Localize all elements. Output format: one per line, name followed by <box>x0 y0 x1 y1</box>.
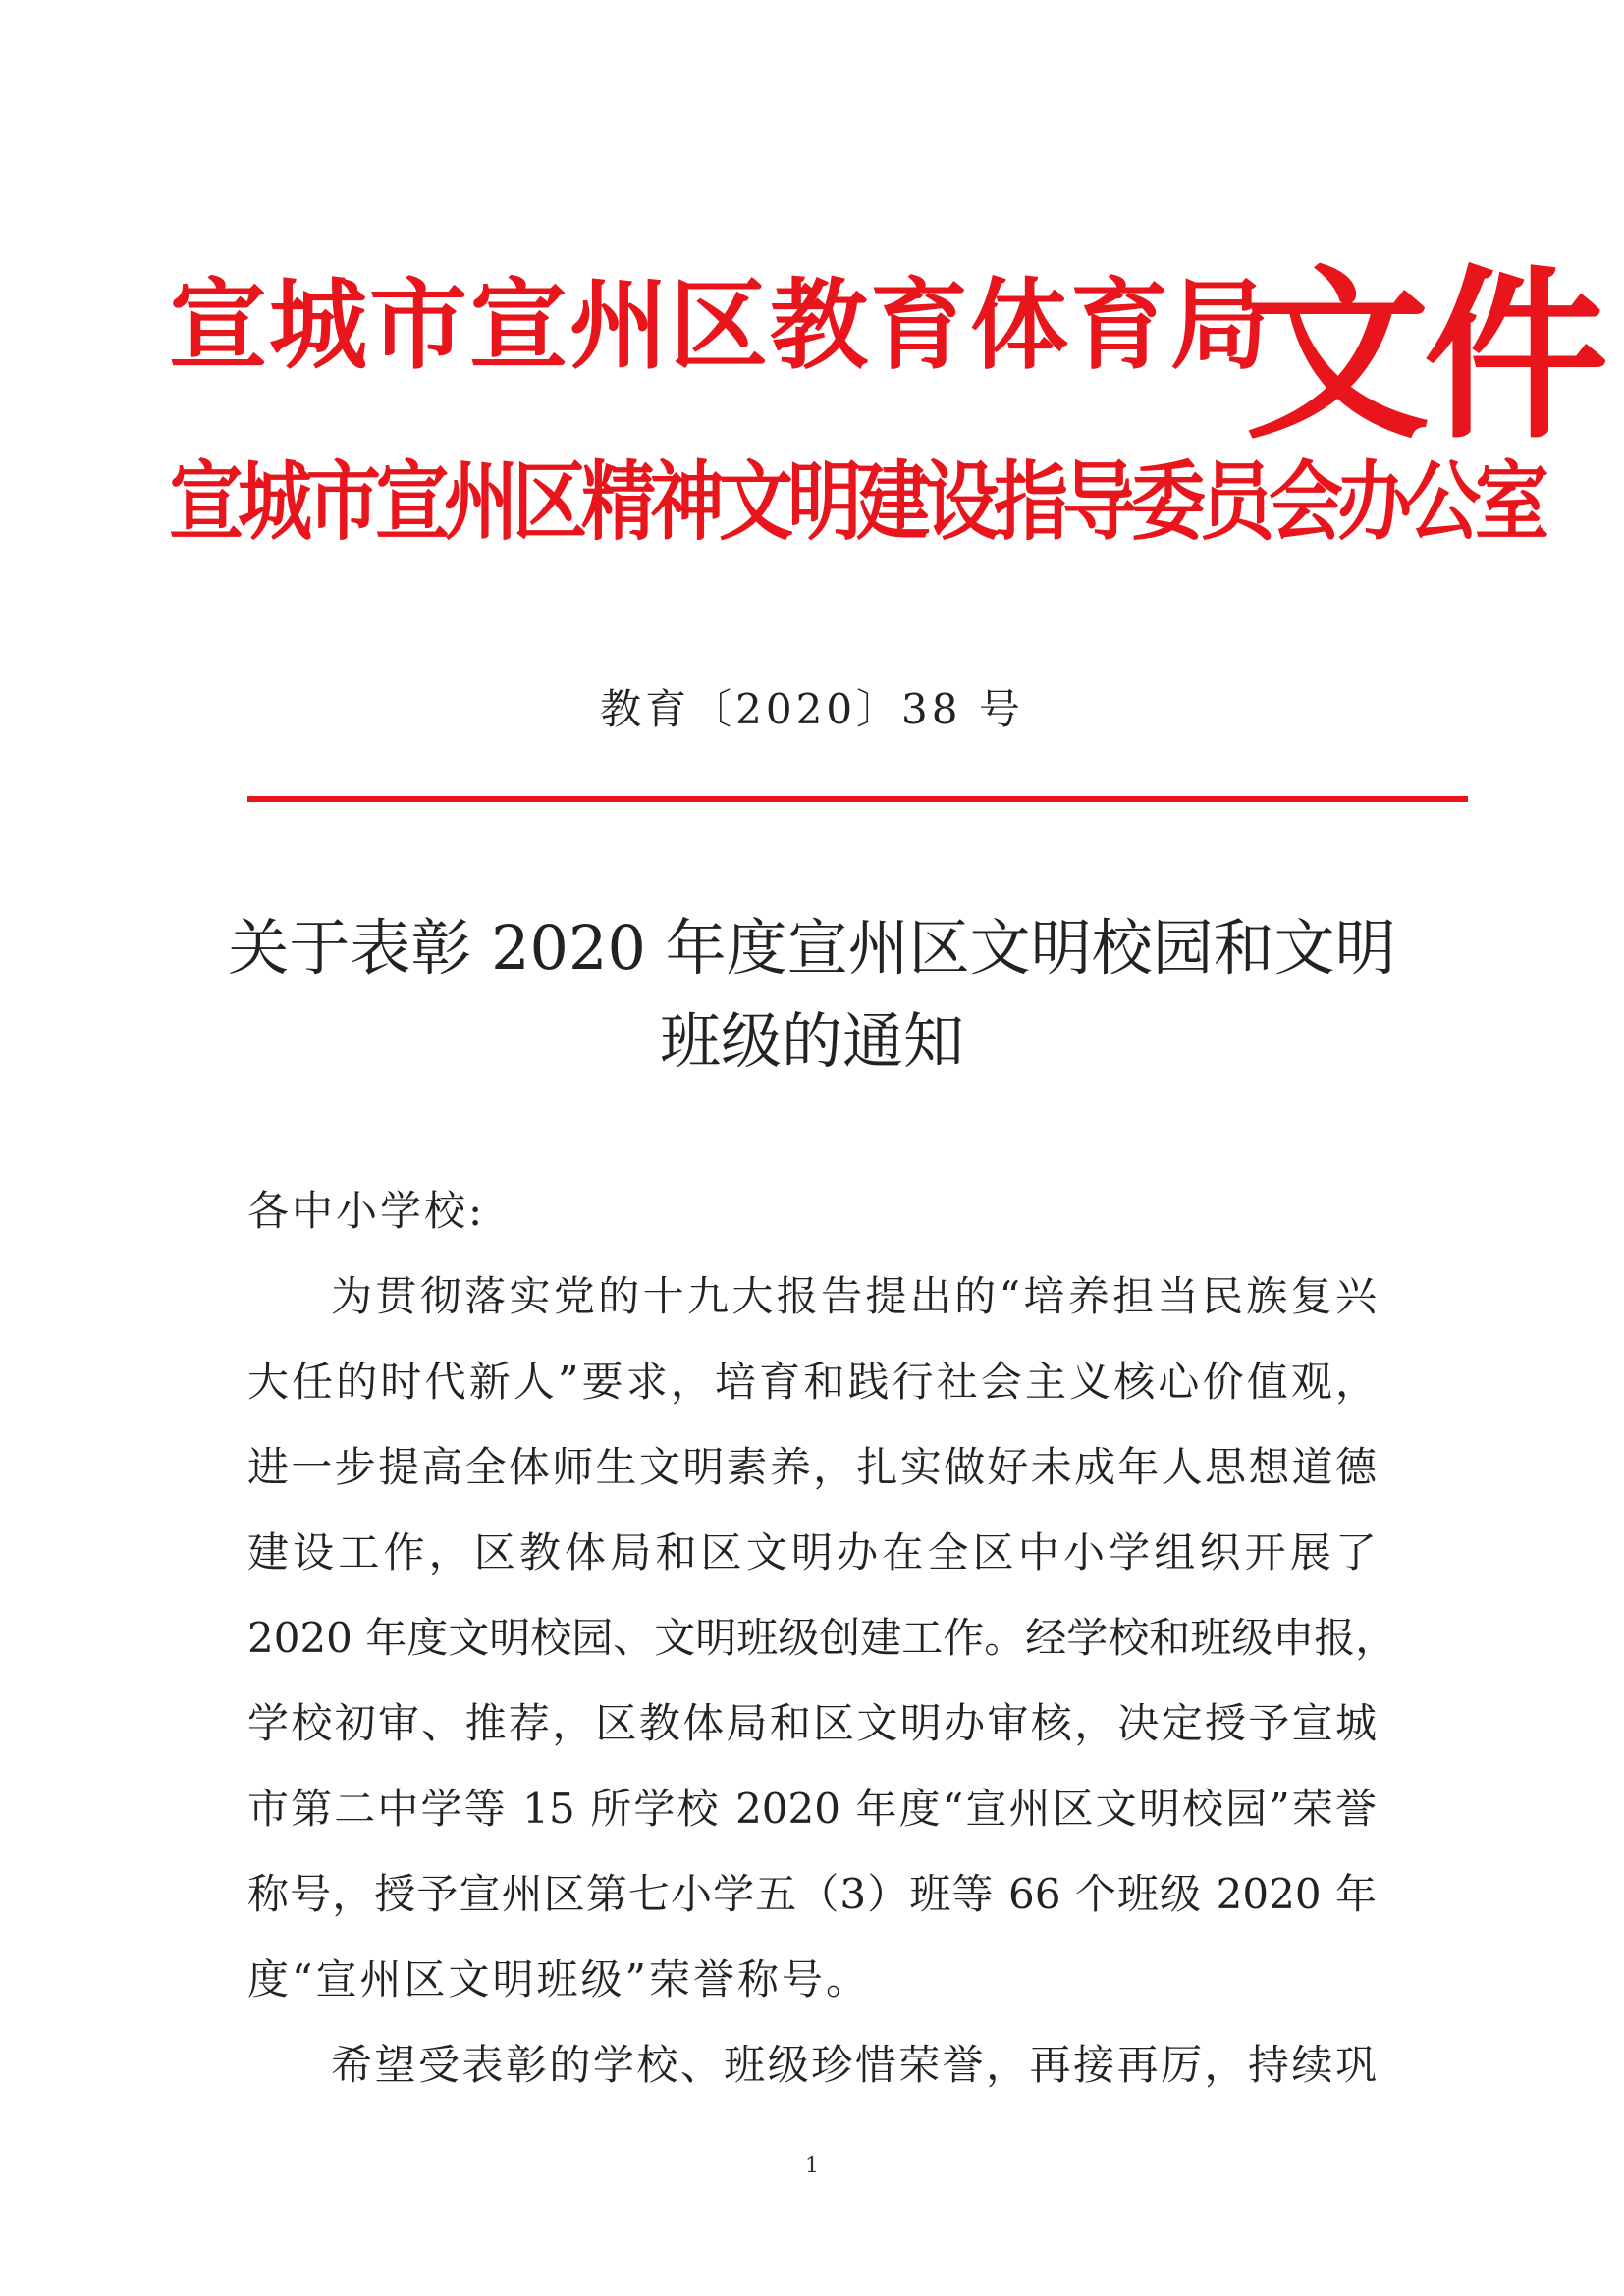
body-line: 大任的时代新人”要求，培育和践行社会主义核心价值观， <box>247 1358 1377 1406</box>
body-line: 2020 年度文明校园、文明班级创建工作。经学校和班级申报， <box>247 1614 1397 1662</box>
body-line: 称号，授予宣州区第七小学五（3）班等 66 个班级 2020 年 <box>247 1870 1377 1918</box>
body-line: 度“宣州区文明班级”荣誉称号。 <box>247 1955 870 2003</box>
body-line: 建设工作，区教体局和区文明办在全区中小学组织开展了 <box>247 1528 1377 1576</box>
page-number: 1 <box>805 2154 819 2178</box>
notice-title-line-2: 班级的通知 <box>659 1005 964 1077</box>
document-number: 教育〔2020〕38 号 <box>600 685 1024 733</box>
notice-title-line-1: 关于表彰 2020 年度宣州区文明校园和文明 <box>228 912 1396 984</box>
red-divider-line <box>247 796 1468 802</box>
body-line: 市第二中学等 15 所学校 2020 年度“宣州区文明校园”荣誉 <box>247 1785 1377 1833</box>
body-line: 进一步提高全体师生文明素养，扎实做好未成年人思想道德 <box>247 1443 1377 1491</box>
salutation: 各中小学校: <box>247 1187 486 1235</box>
body-line: 希望受表彰的学校、班级珍惜荣誉，再接再厉，持续巩 <box>331 2041 1377 2089</box>
body-line: 学校初审、推荐，区教体局和区文明办审核，决定授予宣城 <box>247 1699 1377 1747</box>
issuer-line-civilization-office: 宣城市宣州区精神文明建设指导委员会办公室 <box>169 451 1543 553</box>
body-line: 为贯彻落实党的十九大报告提出的“培养担当民族复兴 <box>331 1272 1377 1320</box>
document-type-label: 文件 <box>1245 249 1602 464</box>
issuer-line-education-bureau: 宣城市宣州区教育体育局 <box>169 268 1271 383</box>
